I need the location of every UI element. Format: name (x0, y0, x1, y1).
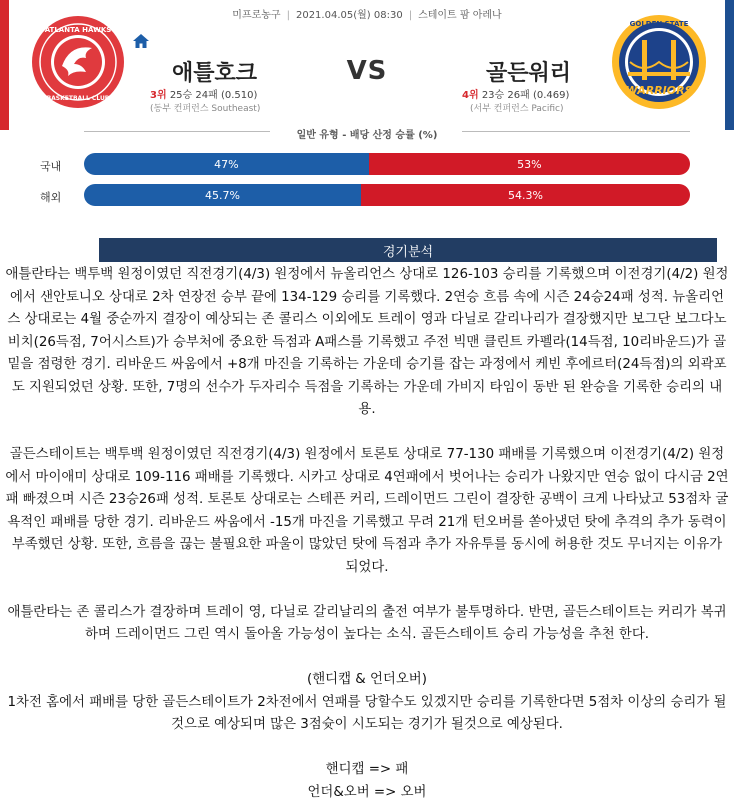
vs-label: VS (0, 56, 734, 86)
bar-domestic-away: 53% (369, 153, 690, 175)
away-team-name: 골든워리 (486, 56, 571, 87)
svg-text:GOLDEN STATE: GOLDEN STATE (630, 20, 689, 28)
home-rank: 3위 (150, 90, 167, 101)
handicap-title: (핸디캡 & 언더오버) (4, 669, 730, 692)
svg-text:BASKETBALL CLUB: BASKETBALL CLUB (47, 95, 110, 102)
pick-handicap: 핸디캡 => 패 (4, 759, 730, 782)
away-conference: (서부 컨퍼런스 Pacific) (470, 101, 564, 114)
analysis-paragraph-away: 골든스테이트는 백투백 원정이였던 직전경기(4/3) 원정에서 토론토 상대로 77-130 패배를 기록했으며 이전경기(4/2) 원정에서 마이애미 상대로 109-116 패배를 기록했다. 시카고 상대로 4연패에서 벗어나는 승리가 나왔지만 연승 없이 다시금 2연패 빠졌으며 시즌 23승26패 성적. 토론토 상대로는 스테픈 커리, 드레이먼드 그린이 결장한 공백이 크게 나타났고 53점차 굴욕적인 패배를 당한 경기. 리바운드 싸움에서 -15개 마진을 기록했고 무려 21개 턴오버를 쏟아냈던 탓에 추격의 추가 동력이 부족했던 상황. 또한, 흐름을 끊는 불필요한 파울이 많았던 탓에 득점과 추가 자유투를 동시에 허용한 것도 무너지는 이유가 되었다. (4, 444, 730, 579)
bar-label-overseas: 해외 (40, 189, 61, 205)
svg-text:WARRIORS: WARRIORS (625, 84, 692, 97)
match-info-bar: 미프로농구 | 2021.04.05(월) 08:30 | 스테이트 팜 아레나 (0, 6, 734, 21)
home-icon[interactable] (132, 33, 150, 49)
bar-overseas (84, 184, 690, 206)
away-record (462, 86, 569, 101)
venue-label: 스테이트 팜 아레나 (418, 10, 502, 21)
pick-over-under: 언더&오버 => 오버 (4, 782, 730, 804)
home-record-value: 25승 24패 (0.510) (170, 90, 258, 101)
analysis-paragraph-summary: 애틀란타는 존 콜리스가 결장하며 트레이 영, 다닐로 갈리날리의 출전 여부가 불투명하다. 반면, 골든스테이트는 커리가 복귀하며 드레이먼드 그린 역시 돌아올 가능성이 높다는 소식. 골든스테이트 승리 가능성을 추천 한다. (4, 602, 730, 647)
bar-label-domestic: 국내 (40, 158, 61, 174)
home-team-name: 애틀호크 (172, 56, 257, 87)
match-datetime: 2021.04.05(월) 08:30 (296, 10, 403, 21)
bar-domestic-home: 47% (84, 153, 369, 175)
analysis-header: 경기분석 (99, 238, 717, 262)
bar-overseas-home: 45.7% (84, 184, 361, 206)
away-record-value: 23승 26패 (0.469) (482, 90, 570, 101)
bar-overseas-away: 54.3% (361, 184, 690, 206)
analysis-content (4, 264, 730, 804)
golden-state-warriors-logo (610, 12, 708, 112)
svg-text:ATLANTA HAWKS: ATLANTA HAWKS (45, 26, 112, 34)
analysis-paragraph-home: 애틀란타는 백투백 원정이였던 직전경기(4/3) 원정에서 뉴올리언스 상대로 126-103 승리를 기록했으며 이전경기(4/2) 원정에서 샌안토니오 상대로 2차 연장전 승부 끝에 134-129 승리를 기록했다. 2연승 흐름 속에 시즌 24승24패 성적. 뉴올리언스 상대로는 4월 중순까지 결장이 예상되는 존 콜리스 이외에도 트레이 영과 다닐로 갈리나리가 결장했지만 보그단 보그다노비치(26득점, 7어시스트)가 승부처에 중요한 득점과 A패스를 기록했고 주전 빅맨 클린트 카펠라(14득점, 10리바운드)가 골밑을 점령한 경기. 리바운드 싸움에서 +8개 마진을 기록하는 가운데 승기를 잡는 과정에서 케빈 후에르터(24득점)의 외곽포도 지원되었던 상황. 또한, 7명의 선수가 두자리수 득점을 기록하는 가운데 가비지 타임이 동반 된 완승을 기록한 승리의 내용. (4, 264, 730, 422)
handicap-text: 1차전 홈에서 패배를 당한 골든스테이트가 2차전에서 연패를 당할수도 있겠지만 승리를 기록한다면 5점차 이상의 승리가 될것으로 예상되며 많은 3점슛이 시도되는 경기가 될것으로 예상된다. (4, 692, 730, 737)
home-conference: (동부 컨퍼런스 Southeast) (150, 101, 260, 114)
betting-section-title: 일반 유형 - 배당 산정 승률 (%) (0, 126, 734, 141)
bar-domestic (84, 153, 690, 175)
away-rank: 4위 (462, 90, 479, 101)
league-label: 미프로농구 (232, 10, 280, 21)
home-record (150, 86, 257, 101)
